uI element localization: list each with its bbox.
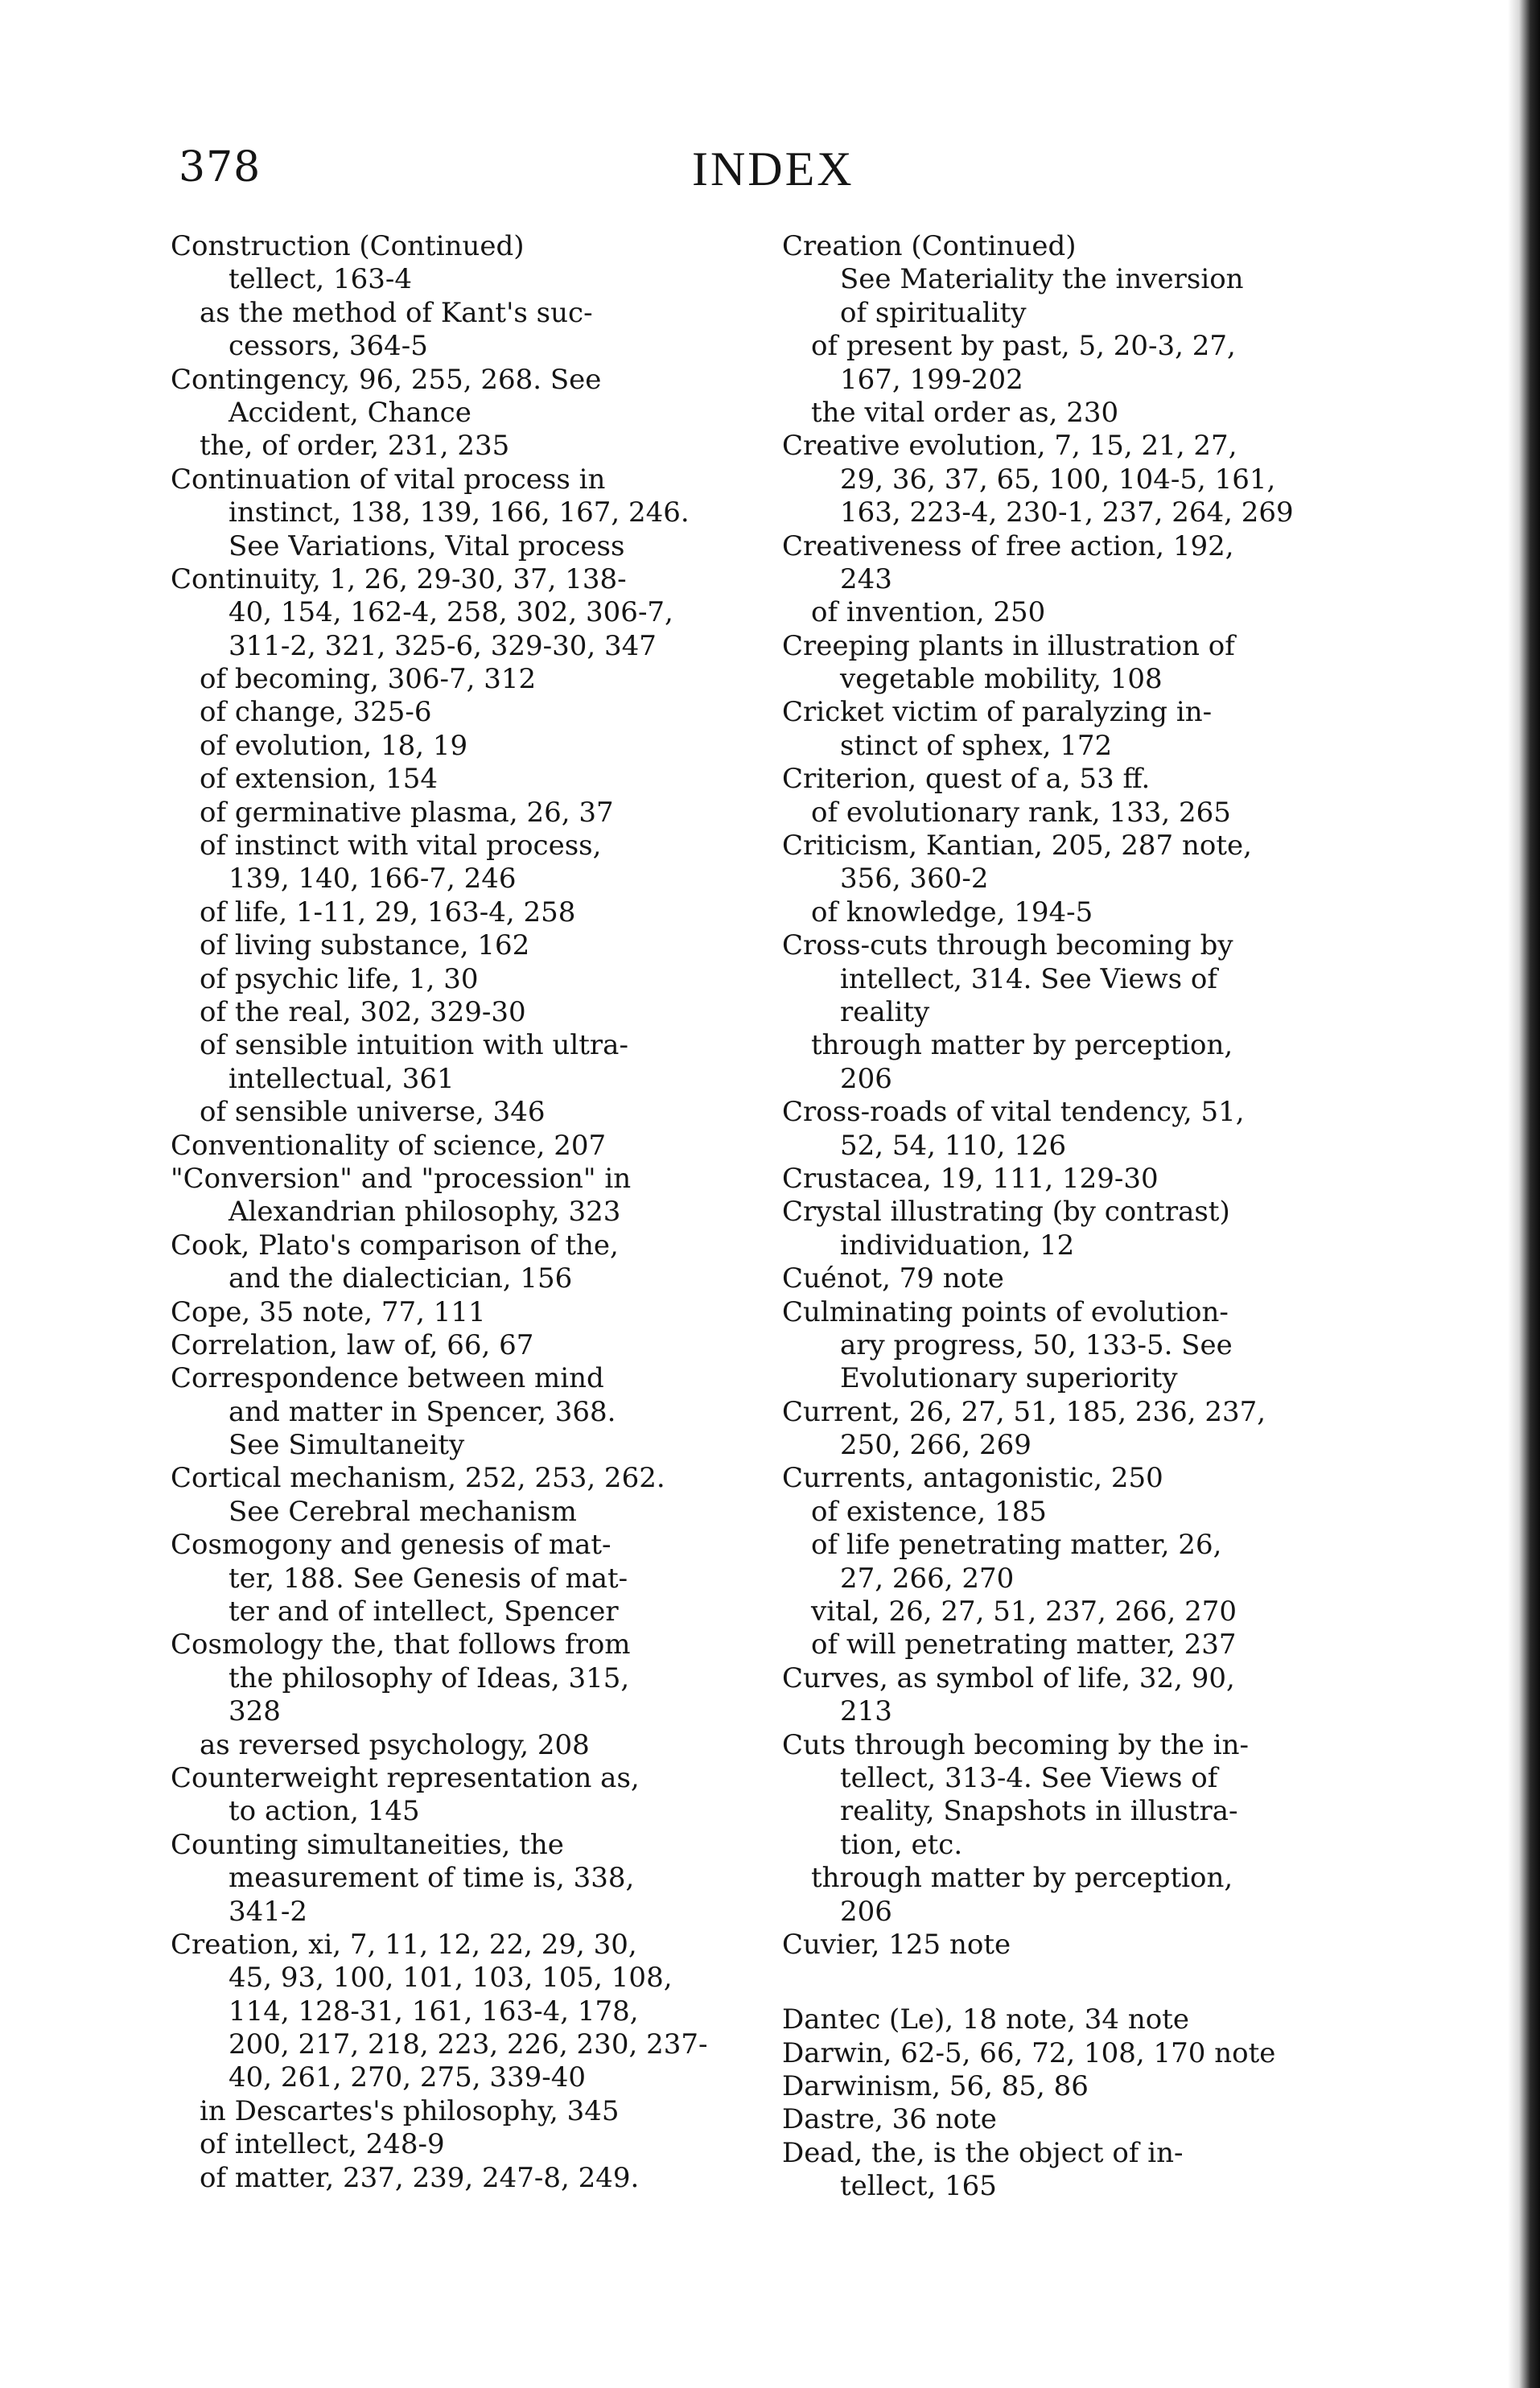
index-subentry: 206 [840, 1895, 892, 1928]
index-entry: Darwin, 62-5, 66, 72, 108, 170 note [782, 2036, 1276, 2069]
index-entry: Currents, antagonistic, 250 [782, 1462, 1163, 1495]
index-subentry: of matter, 237, 239, 247-8, 249. [200, 2161, 640, 2194]
index-subentry: of germinative plasma, 26, 37 [200, 796, 614, 829]
index-subentry: of the real, 302, 329-30 [200, 995, 526, 1028]
index-entry: Cosmogony and genesis of mat- [171, 1529, 611, 1562]
running-head: INDEX [692, 142, 854, 196]
index-subentry: 341-2 [229, 1895, 308, 1928]
index-subentry: of life, 1-11, 29, 163-4, 258 [200, 896, 576, 928]
index-entry: Crustacea, 19, 111, 129-30 [782, 1162, 1159, 1195]
index-subentry: 206 [840, 1062, 892, 1095]
index-entry: Curves, as symbol of life, 32, 90, [782, 1661, 1235, 1694]
index-entry: Counterweight representation as, [171, 1761, 640, 1794]
index-subentry: of sensible intuition with ultra- [200, 1029, 628, 1062]
index-entry: Creeping plants in illustration of [782, 629, 1235, 662]
index-subentry: of intellect, 248-9 [200, 2128, 445, 2161]
index-subentry: tellect, 165 [840, 2170, 997, 2203]
index-subentry: See Materiality the inversion [840, 263, 1244, 296]
index-subentry: tellect, 163-4 [229, 263, 412, 296]
index-subentry: to action, 145 [229, 1795, 420, 1828]
index-entry: Creation, xi, 7, 11, 12, 22, 29, 30, [171, 1928, 637, 1961]
index-column-left [171, 230, 782, 2195]
index-subentry: ary progress, 50, 133-5. See [840, 1328, 1233, 1361]
index-entry: Darwinism, 56, 85, 86 [782, 2070, 1089, 2103]
index-entry: Continuation of vital process in [171, 463, 606, 496]
index-subentry: measurement of time is, 338, [229, 1862, 635, 1895]
index-subentry: of present by past, 5, 20-3, 27, [811, 330, 1236, 363]
index-subentry: tellect, 313-4. See Views of [840, 1761, 1218, 1794]
index-subentry: reality [840, 995, 930, 1028]
index-subentry: stinct of sphex, 172 [840, 729, 1113, 762]
index-subentry: 311-2, 321, 325-6, 329-30, 347 [229, 629, 657, 662]
index-subentry: intellect, 314. See Views of [840, 962, 1217, 995]
index-subentry: vegetable mobility, 108 [840, 663, 1163, 696]
index-subentry: of evolution, 18, 19 [200, 729, 468, 762]
index-entry: Cortical mechanism, 252, 253, 262. [171, 1462, 665, 1495]
index-subentry: vital, 26, 27, 51, 237, 266, 270 [811, 1595, 1237, 1628]
index-subentry: Evolutionary superiority [840, 1362, 1178, 1395]
index-subentry: 40, 261, 270, 275, 339-40 [229, 2061, 587, 2094]
index-entry: Dastre, 36 note [782, 2103, 997, 2136]
index-subentry: 213 [840, 1695, 892, 1728]
index-entry: Cook, Plato's comparison of the, [171, 1229, 619, 1262]
index-entry: Current, 26, 27, 51, 185, 236, 237, [782, 1395, 1266, 1428]
index-entry: Creation (Continued) [782, 230, 1077, 262]
index-subentry: through matter by perception, [811, 1029, 1233, 1062]
index-subentry: 243 [840, 562, 892, 595]
index-entry: Creative evolution, 7, 15, 21, 27, [782, 430, 1237, 463]
index-gap [782, 1962, 1394, 2003]
index-subentry: ter and of intellect, Spencer [229, 1595, 619, 1628]
index-subentry: individuation, 12 [840, 1229, 1075, 1262]
index-subentry: the, of order, 231, 235 [200, 430, 510, 463]
index-entry: Cope, 35 note, 77, 111 [171, 1295, 486, 1328]
index-entry: Dantec (Le), 18 note, 34 note [782, 2003, 1189, 2036]
index-subentry: See Simultaneity [229, 1429, 465, 1462]
index-entry: Culminating points of evolution- [782, 1295, 1229, 1328]
index-entry: Dead, the, is the object of in- [782, 2136, 1184, 2169]
index-subentry: 45, 93, 100, 101, 103, 105, 108, [229, 1962, 673, 1995]
index-entry: Cuts through becoming by the in- [782, 1728, 1249, 1761]
index-subentry: as reversed psychology, 208 [200, 1728, 590, 1761]
index-subentry: of existence, 185 [811, 1495, 1047, 1528]
index-subentry: and the dialectician, 156 [229, 1262, 573, 1295]
index-subentry: the vital order as, 230 [811, 396, 1119, 429]
index-entry: Creativeness of free action, 192, [782, 529, 1234, 562]
index-subentry: tion, etc. [840, 1828, 963, 1861]
index-subentry: through matter by perception, [811, 1862, 1233, 1895]
index-subentry: of becoming, 306-7, 312 [200, 663, 537, 696]
index-subentry: ter, 188. See Genesis of mat- [229, 1562, 628, 1595]
index-subentry: and matter in Spencer, 368. [229, 1395, 616, 1428]
index-subentry: 52, 54, 110, 126 [840, 1129, 1067, 1162]
index-entry: Conventionality of science, 207 [171, 1129, 607, 1162]
index-entry: Cricket victim of paralyzing in- [782, 696, 1213, 729]
index-subentry: 114, 128-31, 161, 163-4, 178, [229, 1995, 639, 2028]
index-subentry: of spirituality [840, 296, 1027, 329]
index-subentry: of change, 325-6 [200, 696, 432, 729]
index-subentry: of sensible universe, 346 [200, 1096, 546, 1129]
index-entry: Cuvier, 125 note [782, 1928, 1011, 1961]
index-entry: Crystal illustrating (by contrast) [782, 1196, 1230, 1229]
index-subentry: intellectual, 361 [229, 1062, 455, 1095]
index-subentry: of life penetrating matter, 26, [811, 1529, 1222, 1562]
index-subentry: of instinct with vital process, [200, 830, 602, 863]
index-entry: Correspondence between mind [171, 1362, 604, 1395]
index-entry: Cross-cuts through becoming by [782, 929, 1233, 962]
index-entry: Criterion, quest of a, 53 ff. [782, 763, 1151, 796]
index-subentry: reality, Snapshots in illustra- [840, 1795, 1238, 1828]
index-subentry: 40, 154, 162-4, 258, 302, 306-7, [229, 596, 673, 629]
index-subentry: 200, 217, 218, 223, 226, 230, 237- [229, 2028, 708, 2061]
index-column-right [782, 230, 1394, 2204]
index-entry: Cosmology the, that follows from [171, 1628, 631, 1661]
index-subentry: cessors, 364-5 [229, 330, 428, 363]
index-subentry: of psychic life, 1, 30 [200, 962, 479, 995]
page-edge-shadow [1508, 0, 1540, 2388]
page-number: 378 [179, 143, 261, 191]
index-entry: Criticism, Kantian, 205, 287 note, [782, 830, 1252, 863]
index-entry: "Conversion" and "procession" in [171, 1162, 632, 1195]
index-entry: Counting simultaneities, the [171, 1828, 564, 1861]
index-subentry: of knowledge, 194-5 [811, 896, 1093, 928]
index-entry: Correlation, law of, 66, 67 [171, 1328, 534, 1361]
index-subentry: the philosophy of Ideas, 315, [229, 1661, 630, 1694]
index-subentry: See Variations, Vital process [229, 529, 625, 562]
index-subentry: 356, 360-2 [840, 863, 989, 896]
index-subentry: as the method of Kant's suc- [200, 296, 593, 329]
index-subentry: in Descartes's philosophy, 345 [200, 2094, 620, 2127]
index-subentry: Alexandrian philosophy, 323 [229, 1196, 621, 1229]
index-entry: Cross-roads of vital tendency, 51, [782, 1096, 1245, 1129]
index-subentry: of invention, 250 [811, 596, 1046, 629]
index-subentry: 139, 140, 166-7, 246 [229, 863, 517, 896]
index-subentry: instinct, 138, 139, 166, 167, 246. [229, 496, 690, 529]
index-entry: Cuénot, 79 note [782, 1262, 1004, 1295]
index-subentry: 27, 266, 270 [840, 1562, 1015, 1595]
index-subentry: 29, 36, 37, 65, 100, 104-5, 161, [840, 463, 1276, 496]
index-subentry: of will penetrating matter, 237 [811, 1628, 1237, 1661]
index-subentry: of evolutionary rank, 133, 265 [811, 796, 1231, 829]
index-subentry: of extension, 154 [200, 763, 439, 796]
index-subentry: Accident, Chance [229, 396, 471, 429]
index-entry: Continuity, 1, 26, 29-30, 37, 138- [171, 562, 627, 595]
index-subentry: 167, 199-202 [840, 363, 1023, 396]
index-subentry: 163, 223-4, 230-1, 237, 264, 269 [840, 496, 1294, 529]
index-entry: Construction (Continued) [171, 230, 525, 262]
index-subentry: See Cerebral mechanism [229, 1495, 577, 1528]
index-subentry: 328 [229, 1695, 281, 1728]
index-subentry: of living substance, 162 [200, 929, 530, 962]
index-entry: Contingency, 96, 255, 268. See [171, 363, 602, 396]
index-subentry: 250, 266, 269 [840, 1429, 1031, 1462]
